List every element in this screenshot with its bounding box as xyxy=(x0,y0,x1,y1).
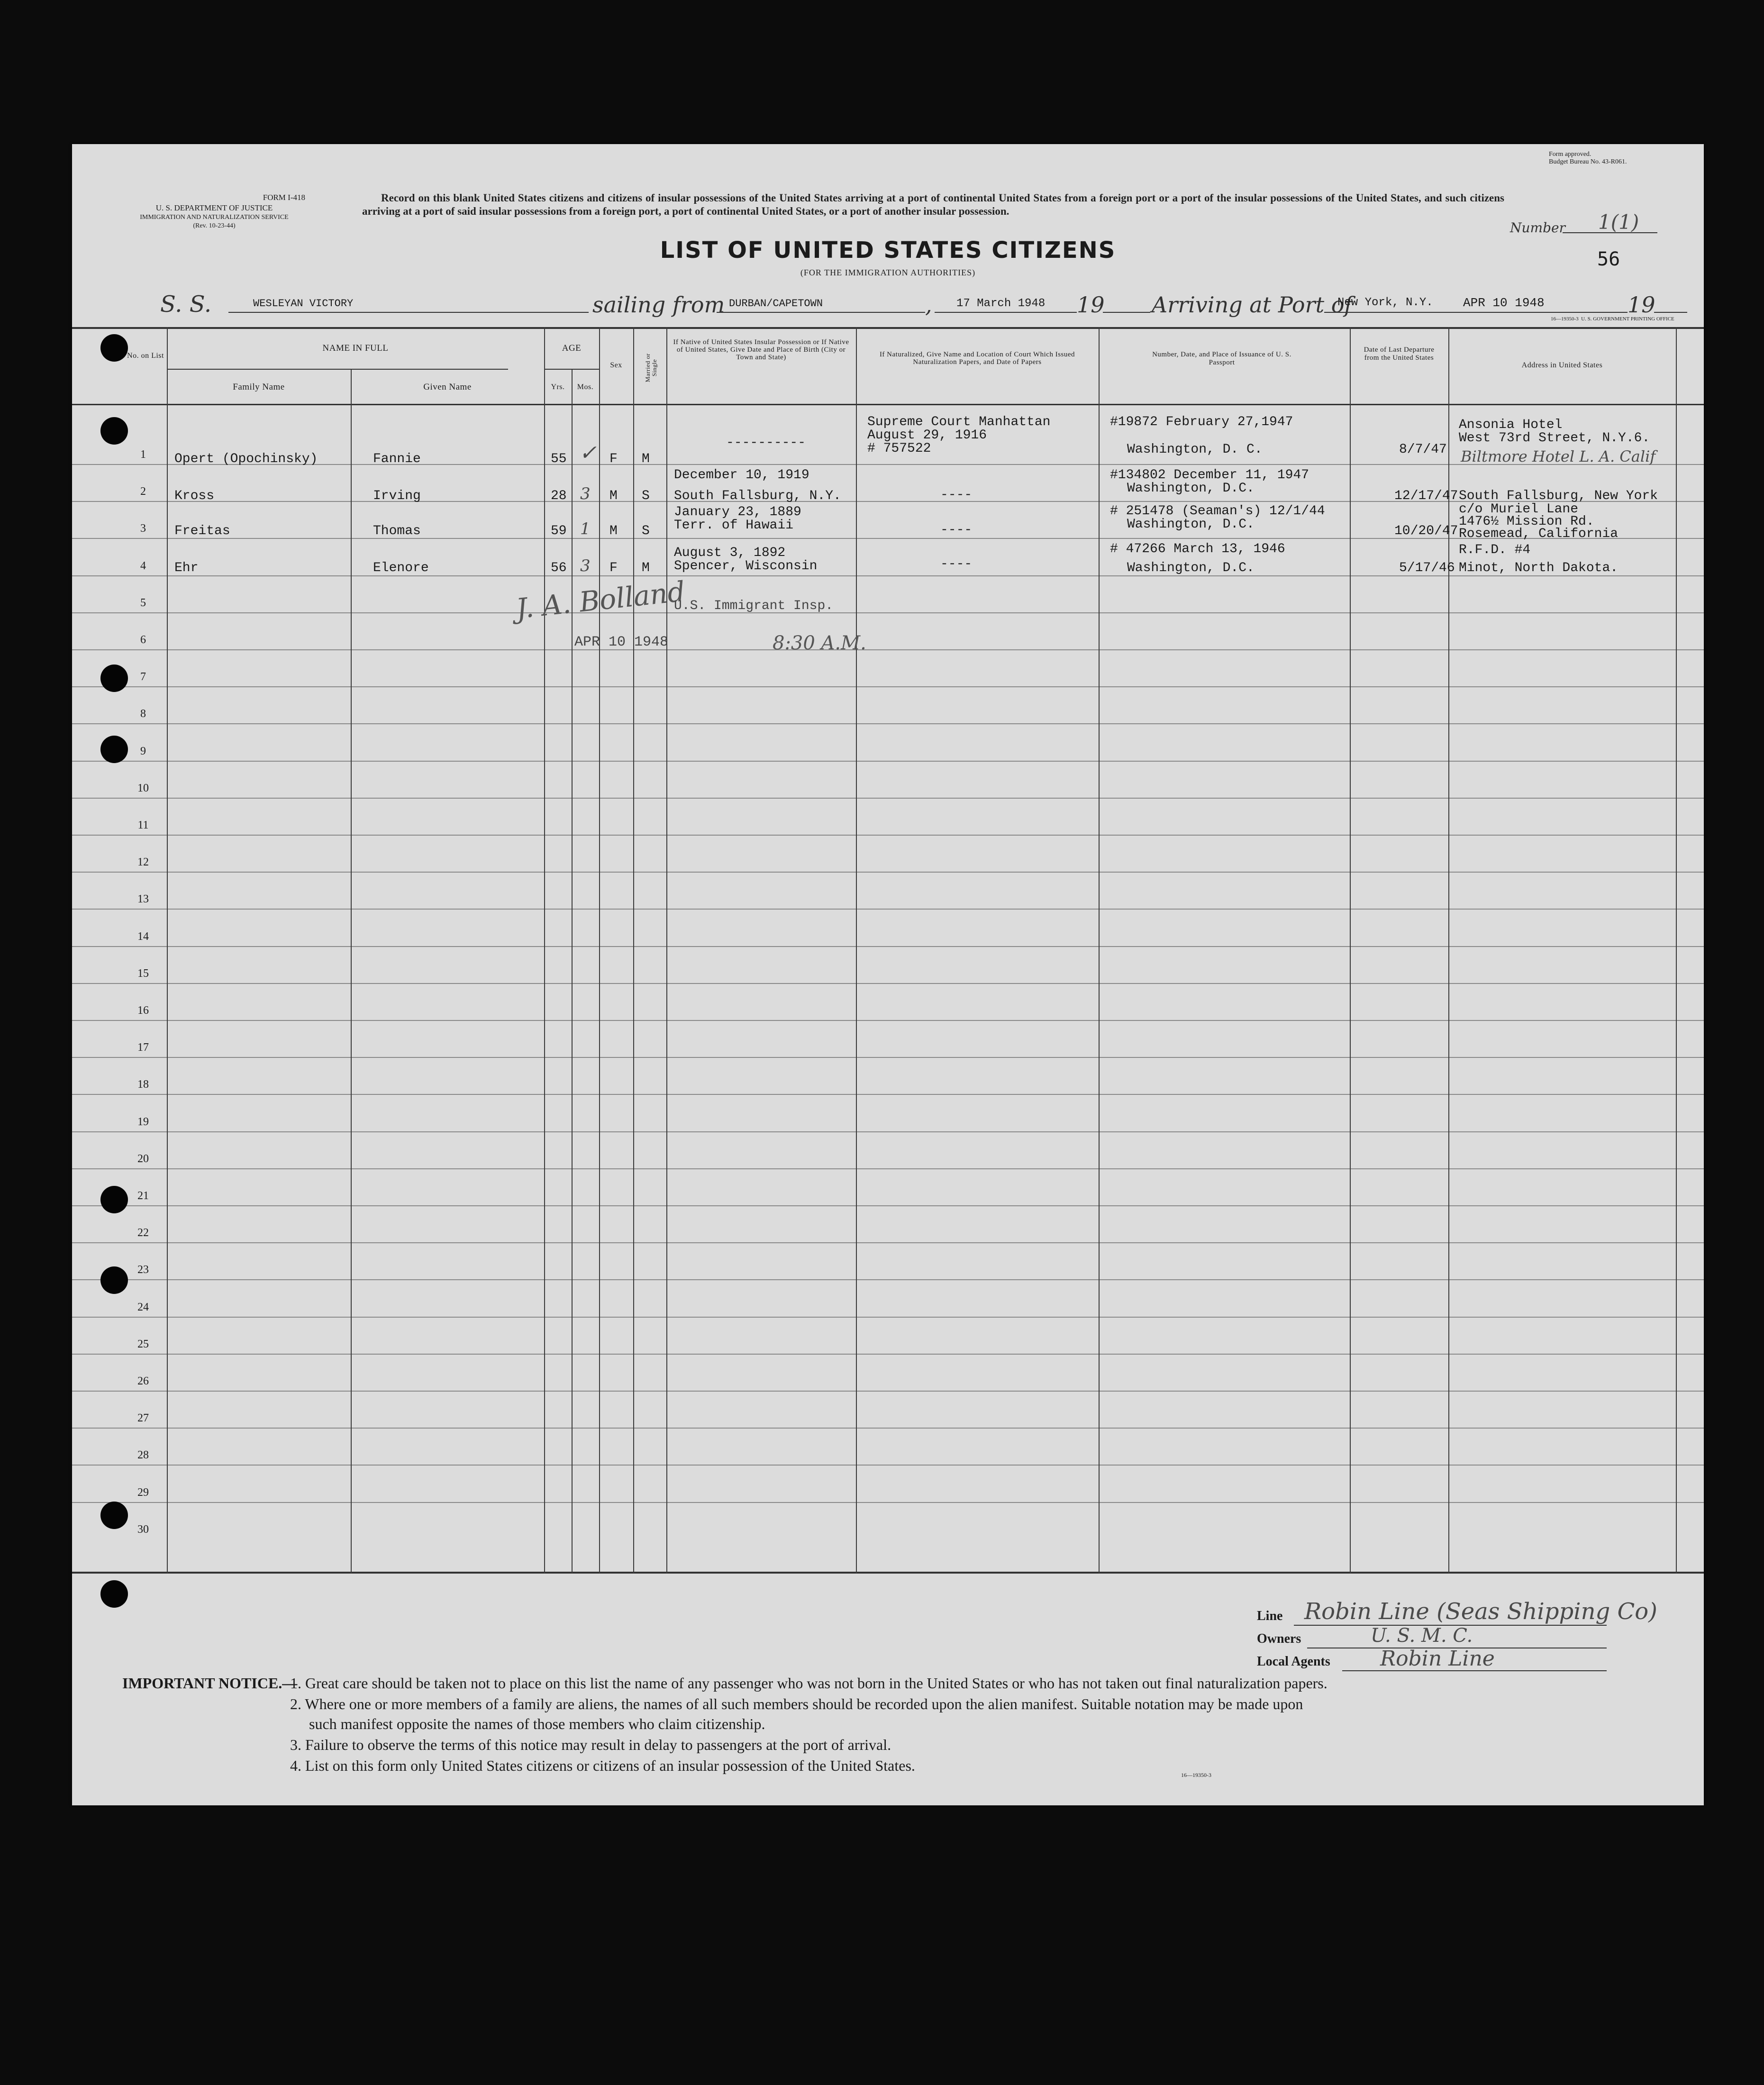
row1-nat-date: August 29, 1916 xyxy=(867,428,987,443)
row-number: 9 xyxy=(140,745,146,757)
col-rule-passport xyxy=(1350,327,1351,1574)
row-number: 24 xyxy=(137,1301,149,1313)
col-rule-mos xyxy=(599,327,600,1574)
row-number: 11 xyxy=(137,819,149,831)
col-header-age: AGE xyxy=(562,343,582,353)
row-number: 6 xyxy=(140,634,146,646)
notice-item-2: 2. Where one or more members of a family are aliens, the names of all such members should be recorded upon the alien manifest. Suitable notation may be made upon xyxy=(290,1695,1303,1712)
row-number: 25 xyxy=(137,1338,149,1350)
year-2-underline xyxy=(1654,312,1687,313)
local-agents-label: Local Agents xyxy=(1257,1654,1330,1669)
binder-hole xyxy=(100,334,128,362)
binder-hole xyxy=(100,736,128,763)
col-rule-birth xyxy=(856,327,857,1574)
page-title: LIST OF UNITED STATES CITIZENS xyxy=(660,237,1116,264)
row4-mos-mark: 3 xyxy=(580,556,591,575)
row-number: 15 xyxy=(137,967,149,980)
sailing-label: sailing from xyxy=(592,292,725,318)
stamp-date: APR 10 1948 xyxy=(574,634,669,650)
row4-passport-place: Washington, D.C. xyxy=(1127,561,1255,575)
row-number: 20 xyxy=(137,1153,149,1165)
ss-label: S. S. xyxy=(160,291,212,318)
notice-heading: IMPORTANT NOTICE.— xyxy=(122,1675,298,1692)
row2-departure: 12/17/47 xyxy=(1394,489,1458,503)
row-number: 28 xyxy=(137,1449,149,1461)
col-header-name-in-full: NAME IN FULL xyxy=(322,343,389,353)
sail-date: 17 March 1948 xyxy=(956,297,1046,310)
service-label: IMMIGRATION AND NATURALIZATION SERVICE xyxy=(140,214,289,221)
row2-passport-place: Washington, D.C. xyxy=(1127,481,1255,496)
arriving-label: Arriving at Port of xyxy=(1152,292,1353,318)
row-number: 23 xyxy=(137,1264,149,1276)
row-number: 4 xyxy=(140,560,146,572)
binder-hole xyxy=(100,1502,128,1529)
col-rule-family xyxy=(351,369,352,1574)
row3-married: S xyxy=(642,524,650,538)
row3-given: Thomas xyxy=(373,524,421,538)
col-header-mos: Mos. xyxy=(577,383,594,391)
row3-birth-date: January 23, 1889 xyxy=(674,505,801,519)
row-number: 5 xyxy=(140,597,146,609)
row1-yrs: 55 xyxy=(551,452,567,466)
col-rule-address xyxy=(1676,327,1677,1574)
row-number: 12 xyxy=(137,856,149,868)
row4-address-1: R.F.D. #4 xyxy=(1459,543,1531,557)
row2-birth-place: South Fallsburg, N.Y. xyxy=(674,489,841,503)
sailing-from: DURBAN/CAPETOWN xyxy=(729,298,823,310)
notice-item-2-cont: such manifest opposite the names of those members who claim citizenship. xyxy=(309,1715,765,1732)
col-header-sex: Sex xyxy=(610,361,622,369)
ship-name: WESLEYAN VICTORY xyxy=(253,298,354,310)
row-number: 30 xyxy=(137,1523,149,1536)
stamp-time: 8:30 A.M. xyxy=(773,632,866,654)
row-number: 17 xyxy=(137,1041,149,1054)
row-number: 13 xyxy=(137,893,149,905)
col-header-married: Married or Single xyxy=(644,353,658,382)
row2-birth-date: December 10, 1919 xyxy=(674,468,809,483)
row3-address-1: c/o Muriel Lane xyxy=(1459,502,1579,517)
row1-address-2: West 73rd Street, N.Y.6. xyxy=(1459,431,1650,446)
col-header-given: Given Name xyxy=(423,382,472,392)
manifest-table xyxy=(72,327,1704,1574)
year-2: 19 xyxy=(1628,292,1655,318)
port-of-arrival: New York, N.Y. xyxy=(1337,296,1433,309)
footer-code: 16—19350-3 xyxy=(1181,1772,1211,1778)
page-subtitle: (FOR THE IMMIGRATION AUTHORITIES) xyxy=(800,268,976,277)
col-rule-yrs xyxy=(572,369,573,1574)
row2-given: Irving xyxy=(373,489,421,503)
port-underline xyxy=(1324,312,1628,313)
col-rule-sex xyxy=(633,327,634,1574)
binder-hole xyxy=(100,1266,128,1294)
row-number: 27 xyxy=(137,1412,149,1424)
row-number: 2 xyxy=(140,485,146,498)
row-number: 14 xyxy=(137,930,149,943)
binder-hole xyxy=(100,1580,128,1608)
binder-hole xyxy=(100,1186,128,1213)
row4-given: Elenore xyxy=(373,561,429,575)
department-label: U. S. DEPARTMENT OF JUSTICE xyxy=(155,203,273,212)
row3-mos-mark: 1 xyxy=(580,519,591,538)
form-approved xyxy=(1549,151,1663,166)
year-1-underline xyxy=(1103,312,1150,313)
row1-address-handwritten: Biltmore Hotel L. A. Calif xyxy=(1461,447,1656,465)
row-number: 1 xyxy=(140,448,146,461)
year-1: 19 xyxy=(1077,292,1105,318)
row4-address-2: Minot, North Dakota. xyxy=(1459,561,1619,575)
row3-departure: 10/20/47 xyxy=(1394,524,1458,538)
row4-departure: 5/17/46 xyxy=(1399,561,1455,575)
row4-yrs: 56 xyxy=(551,561,567,575)
budget-bureau-line: Budget Bureau No. 43-R061. xyxy=(1549,158,1627,165)
row2-address: South Fallsburg, New York xyxy=(1459,489,1658,503)
revision-label: (Rev. 10-23-44) xyxy=(193,222,236,229)
row-number: 19 xyxy=(137,1116,149,1128)
row2-family: Kross xyxy=(174,489,215,503)
row-number: 10 xyxy=(137,782,149,794)
row4-naturalized: ---- xyxy=(940,557,973,572)
col-rule-given xyxy=(544,327,545,1574)
row2-passport: #134802 December 11, 1947 xyxy=(1110,468,1309,483)
row4-passport: # 47266 March 13, 1946 xyxy=(1110,542,1285,556)
line-value: Robin Line (Seas Shipping Co) xyxy=(1304,1598,1657,1625)
print-code xyxy=(1551,315,1674,323)
row-number: 16 xyxy=(137,1004,149,1017)
row1-given: Fannie xyxy=(373,452,421,466)
row3-passport-place: Washington, D.C. xyxy=(1127,517,1255,532)
col-header-passport: Number, Date, and Place of Issuance of U. S. Passport xyxy=(1152,351,1291,366)
row-number: 29 xyxy=(137,1486,149,1499)
col-rule-married xyxy=(666,327,667,1574)
row1-passport: #19872 February 27,1947 xyxy=(1110,415,1293,429)
row2-naturalized: ---- xyxy=(940,488,973,502)
row1-checkmark: ✓ xyxy=(579,441,597,465)
row4-family: Ehr xyxy=(174,561,199,575)
row1-married: M xyxy=(642,452,650,466)
notice-item-1: 1. Great care should be taken not to place on this list the name of any passenger who was not born in the United States or who has not taken out final naturalization papers. xyxy=(290,1675,1328,1692)
row3-sex: M xyxy=(609,524,618,538)
row1-address-1: Ansonia Hotel xyxy=(1459,418,1563,432)
gpo-text: U. S. GOVERNMENT PRINTING OFFICE xyxy=(1581,316,1674,322)
row-number: 22 xyxy=(137,1227,149,1239)
form-number xyxy=(163,193,305,202)
row2-sex: M xyxy=(609,489,618,503)
row4-birth-place: Spencer, Wisconsin xyxy=(674,559,818,574)
stamp-inspector-title: U.S. Immigrant Insp. xyxy=(674,599,834,613)
comma-1: , xyxy=(925,292,932,318)
notice-item-4: 4. List on this form only United States citizens or citizens of an insular possession of the United States. xyxy=(290,1757,915,1774)
arrival-date: APR 10 1948 xyxy=(1463,296,1545,310)
col-header-yrs: Yrs. xyxy=(551,383,565,391)
row3-address-3: Rosemead, California xyxy=(1459,527,1619,541)
inspector-signature: J. A. Bolland xyxy=(514,575,687,625)
row-number: 7 xyxy=(140,671,146,683)
row3-naturalized: ---- xyxy=(940,523,973,537)
row1-sex: F xyxy=(609,452,618,466)
row3-birth-place: Terr. of Hawaii xyxy=(674,518,794,533)
col-header-address: Address in United States xyxy=(1521,361,1603,369)
local-agents-value: Robin Line xyxy=(1380,1647,1495,1671)
binder-hole xyxy=(100,665,128,692)
owners-value: U. S. M. C. xyxy=(1371,1625,1473,1647)
form-id: FORM I-418 xyxy=(263,193,305,202)
col-header-no: No. on List xyxy=(127,352,164,360)
page-number: 56 xyxy=(1597,248,1620,270)
instruction-text: Record on this blank United States citizens and citizens of insular possessions of the United States arriving at a port of continental United States from a foreign port or a port of the insular possessions of the United States, and such citizens arriving at a port of said insular possessions from a foreign port, a port of continental United States, or a port of another insular possession. xyxy=(362,192,1504,217)
col-header-family: Family Name xyxy=(233,382,285,392)
owners-label: Owners xyxy=(1257,1631,1301,1646)
row2-mos-mark: 3 xyxy=(580,484,591,503)
col-header-departure: Date of Last Departure from the United States xyxy=(1364,346,1435,362)
row-number: 8 xyxy=(140,708,146,720)
row-number: 21 xyxy=(137,1190,149,1202)
row1-passport-place: Washington, D. C. xyxy=(1127,442,1263,457)
row-number: 26 xyxy=(137,1375,149,1387)
number-value: 1(1) xyxy=(1598,210,1639,234)
row1-departure: 8/7/47 xyxy=(1399,442,1447,457)
notice-item-3: 3. Failure to observe the terms of this notice may result in delay to passengers at the port of arrival. xyxy=(290,1736,891,1753)
col-rule-departure xyxy=(1448,327,1449,1574)
row1-family: Opert (Opochinsky) xyxy=(174,452,318,466)
line-label: Line xyxy=(1257,1609,1283,1623)
col-header-naturalized: If Naturalized, Give Name and Location of Court Which Issued Naturalization Papers, and Date of Papers xyxy=(879,351,1075,366)
form-approved-line: Form approved. xyxy=(1549,151,1591,158)
row2-married: S xyxy=(642,489,650,503)
row-number: 3 xyxy=(140,522,146,535)
row3-yrs: 59 xyxy=(551,524,567,538)
row2-yrs: 28 xyxy=(551,489,567,503)
row3-family: Freitas xyxy=(174,524,230,538)
sail-date-underline xyxy=(935,312,1077,313)
row4-birth-date: August 3, 1892 xyxy=(674,546,786,560)
from-underline xyxy=(717,312,925,313)
col-rule-naturalized xyxy=(1099,327,1100,1574)
row4-married: M xyxy=(642,561,650,575)
row1-nat-number: # 757522 xyxy=(867,441,931,456)
row3-passport: # 251478 (Seaman's) 12/1/44 xyxy=(1110,504,1325,519)
row3-address-2: 1476½ Mission Rd. xyxy=(1459,514,1594,529)
row-number: 18 xyxy=(137,1078,149,1091)
print-code-text: 16—19350-3 xyxy=(1551,316,1579,322)
ship-underline xyxy=(228,312,589,313)
row1-birth-dashes: ---------- xyxy=(726,436,806,450)
number-label: Number xyxy=(1510,220,1565,236)
manifest-page xyxy=(72,144,1704,1805)
binder-hole xyxy=(100,417,128,445)
row1-nat-court: Supreme Court Manhattan xyxy=(867,415,1051,429)
col-header-birth: If Native of United States Insular Possession or If Native of United States, Give Date and Place of Birth (City or Town and State) xyxy=(673,338,849,361)
row4-sex: F xyxy=(609,561,618,575)
